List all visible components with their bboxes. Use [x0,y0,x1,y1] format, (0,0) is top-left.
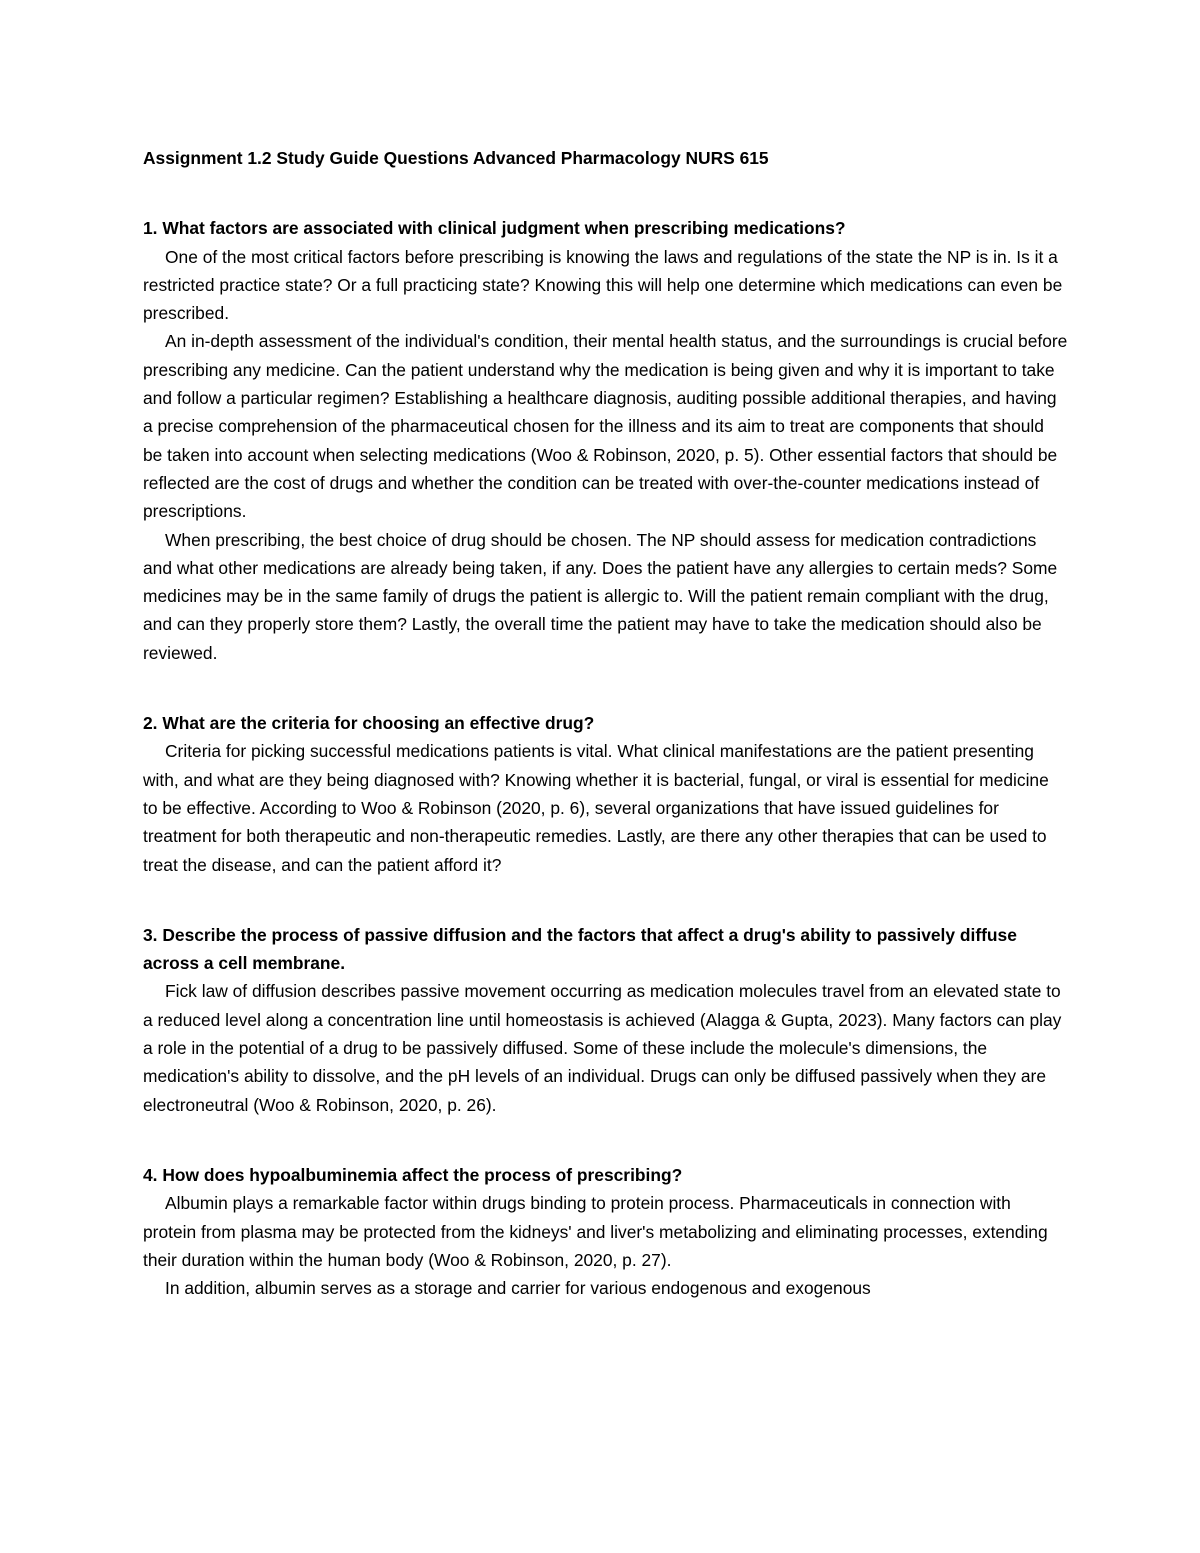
answer-paragraph: An in-depth assessment of the individual's condition, their mental health status, and the surroundings is crucial before prescribing any medicine. Can the patient understand why the medication is being given and why it is important to take and follow a particular regimen? Establishing a healthcare diagnosis, auditing possible additional therapies, and having a precise comprehension of the pharmaceutical chosen for the illness and its aim to treat are components that should be taken into account when selecting medications (Woo & Robinson, 2020, p. 5). Other essential factors that should be reflected are the cost of drugs and whether the condition can be treated with over-the-counter medications instead of prescriptions. [143,331,1068,522]
question-heading: 4. How does hypoalbuminemia affect the process of prescribing? [143,1164,683,1185]
answer-paragraph: Fick law of diffusion describes passive movement occurring as medication molecules travel from an elevated state to a reduced level along a concentration line until homeostasis is achieved (Alagga & Gupta, 2023). Many factors can play a role in the potential of a drug to be passively diffused. Some of these include the molecule's dimensions, the medication's ability to dissolve, and the pH levels of an individual. Drugs can only be diffused passively when they are electroneutral (Woo & Robinson, 2020, p. 26). [143,981,1062,1115]
question-heading: 1. What factors are associated with clinical judgment when prescribing medications? [143,218,846,239]
spacer [143,879,1068,921]
spacer [143,667,1068,709]
answer-paragraph: In addition, albumin serves as a storage and carrier for various endogenous and exogenous [165,1278,871,1299]
answer-paragraph: Criteria for picking successful medications patients is vital. What clinical manifestations are the patient presenting with, and what are they being diagnosed with? Knowing whether it is bacterial, fungal, or viral is essential for medicine to be effective. According to Woo & Robinson (2020, p. 6), several organizations that have issued guidelines for treatment for both therapeutic and non-therapeutic remedies. Lastly, are there any other therapies that can be used to treat the disease, and can the patient afford it? [143,741,1049,875]
question-heading: 2. What are the criteria for choosing an effective drug? [143,713,595,734]
spacer [143,172,1068,214]
spacer [143,1119,1068,1161]
section-4 [143,1161,1068,1302]
document-body [143,144,1068,1302]
question-heading: 3. Describe the process of passive diffusion and the factors that affect a drug's ability to passively diffuse across a cell membrane. [143,924,1017,974]
document-title: Assignment 1.2 Study Guide Questions Advanced Pharmacology NURS 615 [143,148,769,168]
section-2 [143,709,1068,879]
answer-paragraph: One of the most critical factors before prescribing is knowing the laws and regulations of the state the NP is in. Is it a restricted practice state? Or a full practicing state? Knowing this will help one determine which medications can even be prescribed. [143,246,1063,324]
answer-paragraph: When prescribing, the best choice of drug should be chosen. The NP should assess for medication contradictions and what other medications are already being taken, if any. Does the patient have any allergies to certain meds? Some medicines may be in the same family of drugs the patient is allergic to. Will the patient remain compliant with the drug, and can they properly store them? Lastly, the overall time the patient may have to take the medication should also be reviewed. [143,529,1058,663]
section-1 [143,214,1068,667]
section-3 [143,921,1068,1119]
answer-paragraph: Albumin plays a remarkable factor within drugs binding to protein process. Pharmaceuticals in connection with protein from plasma may be protected from the kidneys' and liver's metabolizing and eliminating processes, extending their duration within the human body (Woo & Robinson, 2020, p. 27). [143,1193,1048,1270]
